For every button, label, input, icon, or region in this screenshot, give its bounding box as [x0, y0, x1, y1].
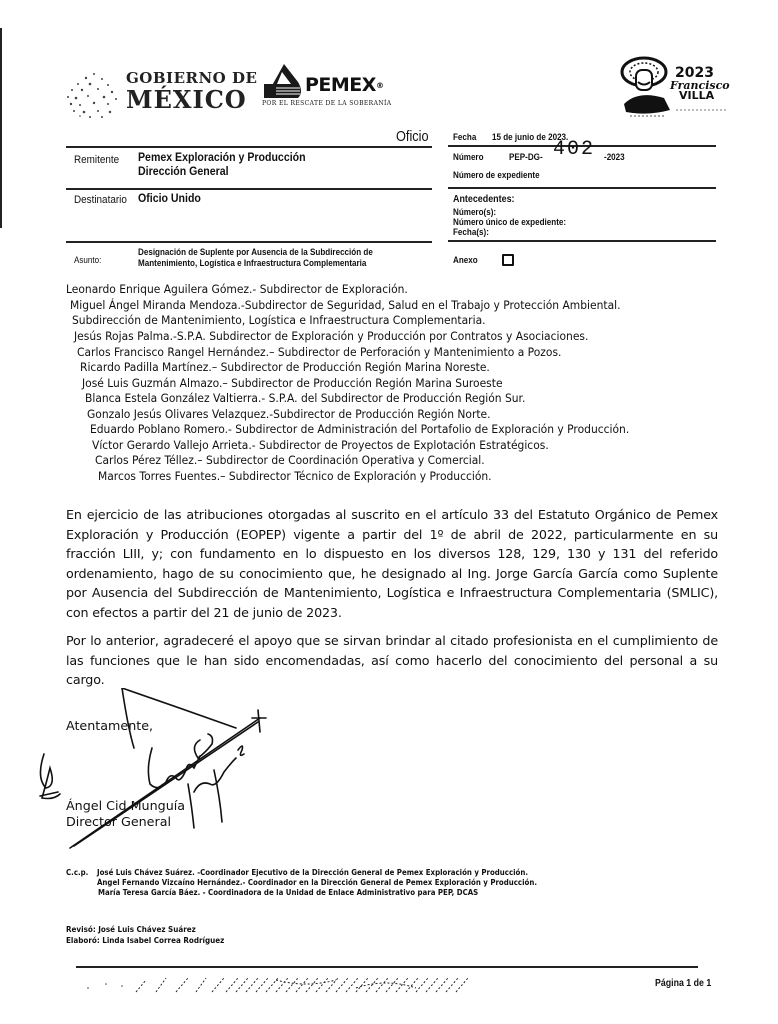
- footer-decorative-pattern-icon: [76, 974, 526, 996]
- reviso-line: Revisó: José Luis Chávez Suárez: [66, 925, 196, 934]
- elaboro-line: Elaboró: Linda Isabel Correa Rodríguez: [66, 936, 225, 945]
- asunto-line1: Designación de Suplente por Ausencia de la Subdirección de: [138, 247, 373, 258]
- body-paragraph-1: En ejercicio de las atribuciones otorgadas al suscrito en el artículo 33 del Estatuto Orgánico de Pemex Exploración y Producción (EOPEP) vigente a partir del 1º de abril de 2022, particularmente en su fracción LIII, y; con fundamento en lo dispuesto en los diversos 128, 129, 130 y 131 del referido ordenamiento, hago de su conocimiento que, he designado al Ing. Jorge García García como Suplente por Ausencia del Subdirección de Mantenimiento, Logística e Infraestructura Complementaria (SMLIC), con efectos a partir del 21 de junio de 2023.: [66, 507, 718, 620]
- ccp-item: María Teresa García Báez. - Coordinadora de la Unidad de Enlace Administrativo para PEP, DCAS: [98, 888, 479, 897]
- body-paragraph-2: Por lo anterior, agradeceré el apoyo que se sirvan brindar al citado profesionista en el cumplimiento de las funciones que le han sido encomendadas, así como hacerlo del conocimiento del personal a su cargo.: [66, 633, 718, 687]
- remitente-label: Remitente: [74, 154, 120, 166]
- recipient-item: Ricardo Padilla Martínez.– Subdirector de Producción Región Marina Noreste.: [80, 360, 490, 374]
- recipient-item: Miguel Ángel Miranda Mendoza.-Subdirector de Seguridad, Salud en el Trabajo y Protección Ambiental.: [70, 298, 621, 312]
- recipient-item: Subdirección de Mantenimiento, Logística e Infraestructura Complementaria.: [72, 313, 486, 327]
- divider: [448, 240, 716, 242]
- recipient-item: Víctor Gerardo Vallejo Arrieta.- Subdirector de Proyectos de Explotación Estratégicos.: [92, 438, 549, 452]
- ccp-item: Ángel Fernando Vizcaíno Hernández.- Coordinador en la Dirección General de Pemex Exploración y Producción.: [97, 878, 537, 887]
- recipient-item: Carlos Pérez Téllez.– Subdirector de Coordinación Operativa y Comercial.: [95, 453, 485, 467]
- anexo-checkbox[interactable]: [502, 254, 514, 266]
- anexo-label: Anexo: [453, 255, 478, 266]
- commemorative-name-first: Francisco: [670, 79, 730, 92]
- ccp-item: José Luis Chávez Suárez. -Coordinador Ejecutivo de la Dirección General de Pemex Exploración y Producción.: [97, 868, 529, 877]
- fecha-value: 15 de junio de 2023.: [492, 132, 569, 143]
- asunto-line2: Mantenimiento, Logística e Infraestructura Complementaria: [138, 258, 367, 269]
- fechas-label: Fecha(s):: [453, 227, 489, 238]
- divider: [66, 146, 432, 148]
- numero-prefix: PEP-DG-: [509, 152, 543, 163]
- recipient-item: Jesús Rojas Palma.-S.P.A. Subdirector de Exploración y Producción por Contratos y Asociaciones.: [74, 329, 589, 343]
- recipient-item: Blanca Estela González Valtierra.- S.P.A. del Subdirector de Producción Región Sur.: [85, 391, 526, 405]
- divider: [66, 188, 432, 190]
- recipient-item: Eduardo Poblano Romero.- Subdirector de Administración del Portafolio de Exploración y Producción.: [90, 422, 630, 436]
- recipient-item: Leonardo Enrique Aguilera Gómez.- Subdirector de Exploración.: [66, 282, 408, 296]
- gobierno-logo-text: [126, 70, 257, 113]
- pemex-tagline: POR EL RESCATE DE LA SOBERANÍA: [262, 100, 392, 107]
- antecedentes-label: Antecedentes:: [453, 193, 515, 205]
- ccp-label: C.c.p.: [66, 868, 89, 877]
- recipient-item: José Luis Guzmán Almazo.– Subdirector de Producción Región Marina Suroeste: [82, 376, 503, 390]
- remitente-line2: Dirección General: [138, 166, 229, 178]
- commemorative-name-last: VILLA: [679, 89, 715, 102]
- remitente-line1: Pemex Exploración y Producción: [138, 152, 306, 164]
- fecha-label: Fecha: [453, 132, 477, 143]
- divider: [448, 187, 716, 189]
- gobierno-line1: GOBIERNO DE: [126, 69, 258, 87]
- closing-salutation: Atentamente,: [66, 718, 154, 733]
- signer-name: Ángel Cid Munguía: [66, 798, 186, 813]
- divider: [66, 241, 432, 243]
- destinatario-label: Destinatario: [74, 194, 127, 206]
- numeros-label: Número(s):: [453, 207, 497, 218]
- signer-title: Director General: [66, 814, 171, 829]
- scan-edge: [0, 28, 2, 228]
- handwritten-signature-icon: [30, 688, 310, 858]
- recipient-item: Carlos Francisco Rangel Hernández.– Subdirector de Perforación y Mantenimiento a Pozos.: [77, 345, 562, 359]
- document-type: Oficio: [396, 128, 429, 145]
- gobierno-line2: MÉXICO: [126, 85, 247, 114]
- expediente-label: Número de expediente: [453, 170, 540, 181]
- recipient-item: Gonzalo Jesús Olivares Velazquez.-Subdirector de Producción Región Norte.: [87, 407, 491, 421]
- unico-expediente-label: Número único de expediente:: [453, 217, 567, 228]
- pemex-wordmark: PEMEX®: [305, 74, 384, 96]
- commemorative-year: 2023: [675, 65, 714, 81]
- numero-suffix: -2023: [604, 152, 625, 163]
- asunto-label: Asunto:: [74, 255, 102, 266]
- numero-oficio-stamp: 402: [553, 138, 596, 161]
- numero-label: Número: [453, 152, 484, 163]
- footer-divider: [76, 966, 698, 968]
- page-number: Página 1 de 1: [655, 978, 712, 989]
- gobierno-emblem-icon: [64, 70, 122, 120]
- recipient-item: Marcos Torres Fuentes.– Subdirector Técnico de Exploración y Producción.: [98, 469, 492, 483]
- destinatario-value: Oficio Unido: [138, 193, 201, 205]
